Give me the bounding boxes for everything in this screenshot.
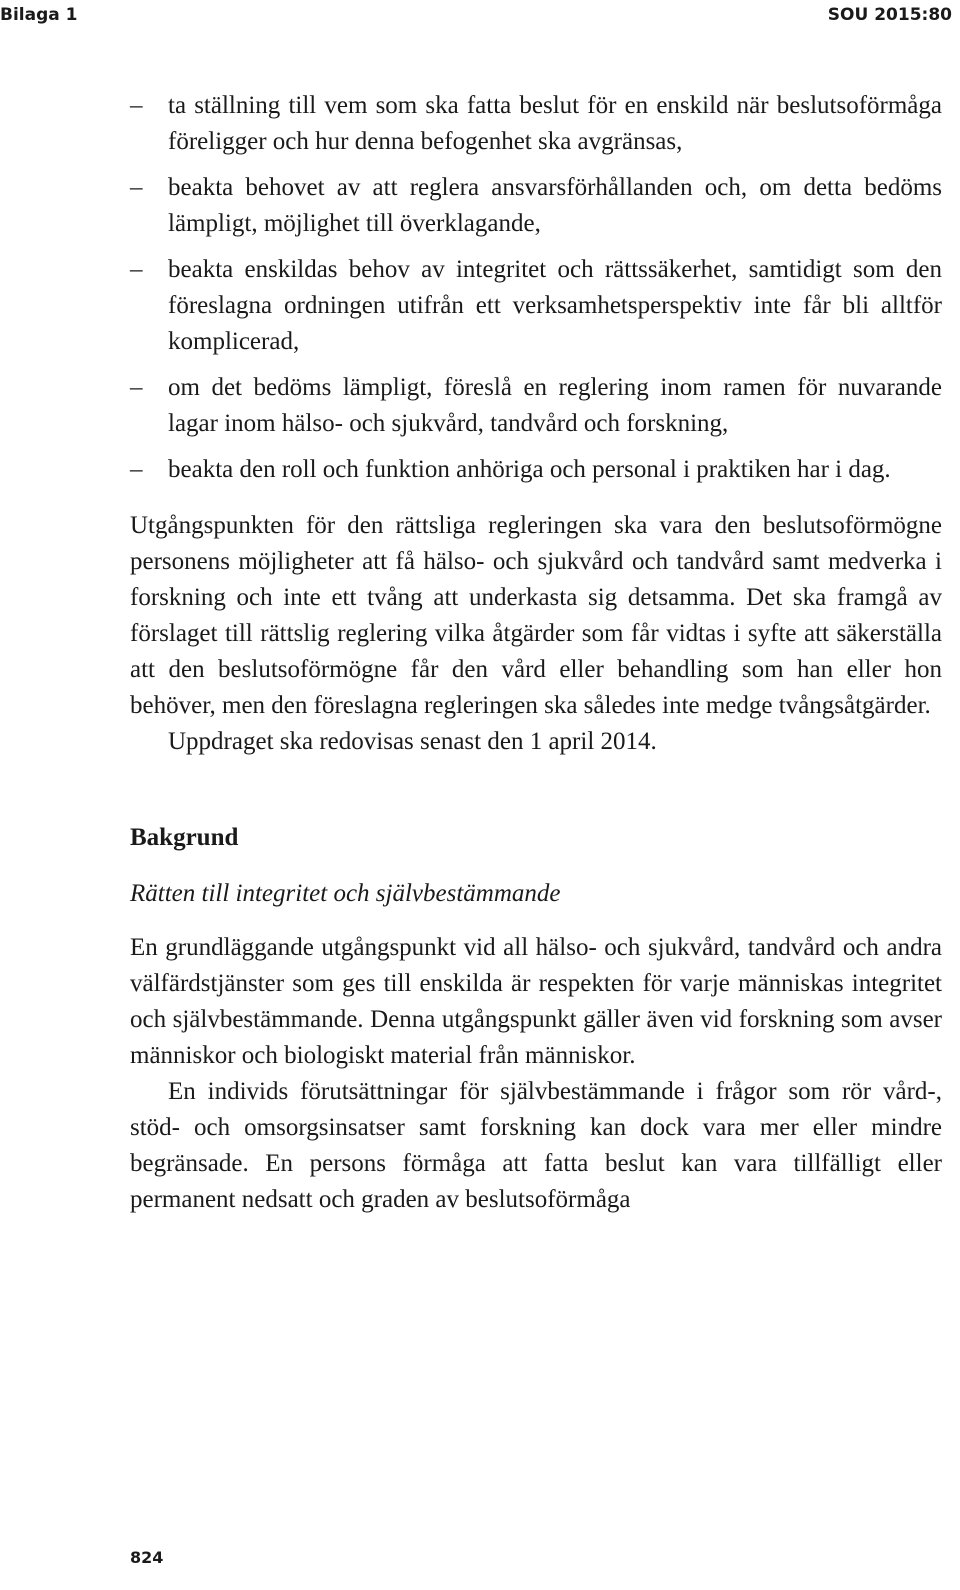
list-item-text: ta ställning till vem som ska fatta beslut för en enskild när beslutsoförmåga föreligger och hur denna befogenhet ska avgränsas,	[168, 92, 942, 155]
list-item-text: beakta enskildas behov av integritet och rättssäkerhet, samtidigt som den föreslagna ordningen utifrån ett verksamhetsperspektiv inte får bli alltför komplicerad,	[168, 256, 942, 355]
page-number: 824	[130, 1548, 164, 1567]
running-header-left: Bilaga 1	[0, 5, 78, 25]
section-heading: Bakgrund	[130, 824, 239, 851]
list-item	[130, 452, 942, 488]
bullet-list	[130, 88, 942, 488]
body-paragraph: Utgångspunkten för den rättsliga regleringen ska vara den beslutsoförmögne personens möjligheter att få hälso- och sjukvård och tandvård samt medverka i forskning och inte ett tvång att underkasta sig detsamma. Det ska framgå av förslaget till rättslig reglering vilka åtgärder som får vidtas i syfte att säkerställa att den beslutsoförmögne får den vård eller behandling som han eller hon behöver, men den föreslagna regleringen ska således inte medge tvångsåtgärder.	[130, 512, 942, 719]
dash-marker: –	[130, 374, 143, 401]
dash-marker: –	[130, 92, 143, 119]
list-item-text: beakta den roll och funktion anhöriga och personal i praktiken har i dag.	[168, 456, 891, 483]
section-subheading: Rätten till integritet och självbestämmande	[130, 880, 561, 907]
body-paragraph: En grundläggande utgångspunkt vid all hälso- och sjukvård, tandvård och andra välfärdstjänster som ges till enskilda är respekten för varje människas integritet och självbestämmande. Denna utgångspunkt gäller även vid forskning som avser människor och biologiskt material från människor.	[130, 934, 942, 1069]
dash-marker: –	[130, 174, 143, 201]
body-paragraph: Uppdraget ska redovisas senast den 1 april 2014.	[168, 728, 657, 755]
body-paragraph: En individs förutsättningar för självbestämmande i frågor som rör vård-, stöd- och omsorgsinsatser samt forskning kan dock vara mer eller mindre begränsade. En persons förmåga att fatta beslut kan vara tillfälligt eller permanent nedsatt och graden av beslutsoförmåga	[130, 1078, 942, 1213]
dash-marker: –	[130, 456, 143, 483]
list-item-text: om det bedöms lämpligt, föreslå en reglering inom ramen för nuvarande lagar inom hälso- och sjukvård, tandvård och forskning,	[168, 374, 942, 437]
page-body	[130, 88, 942, 1218]
dash-marker: –	[130, 256, 143, 283]
list-item	[130, 88, 942, 160]
list-item	[130, 252, 942, 360]
list-item	[130, 170, 942, 242]
list-item	[130, 370, 942, 442]
running-header-right: SOU 2015:80	[827, 5, 952, 25]
list-item-text: beakta behovet av att reglera ansvarsförhållanden och, om detta bedöms lämpligt, möjlighet till överklagande,	[168, 174, 942, 237]
